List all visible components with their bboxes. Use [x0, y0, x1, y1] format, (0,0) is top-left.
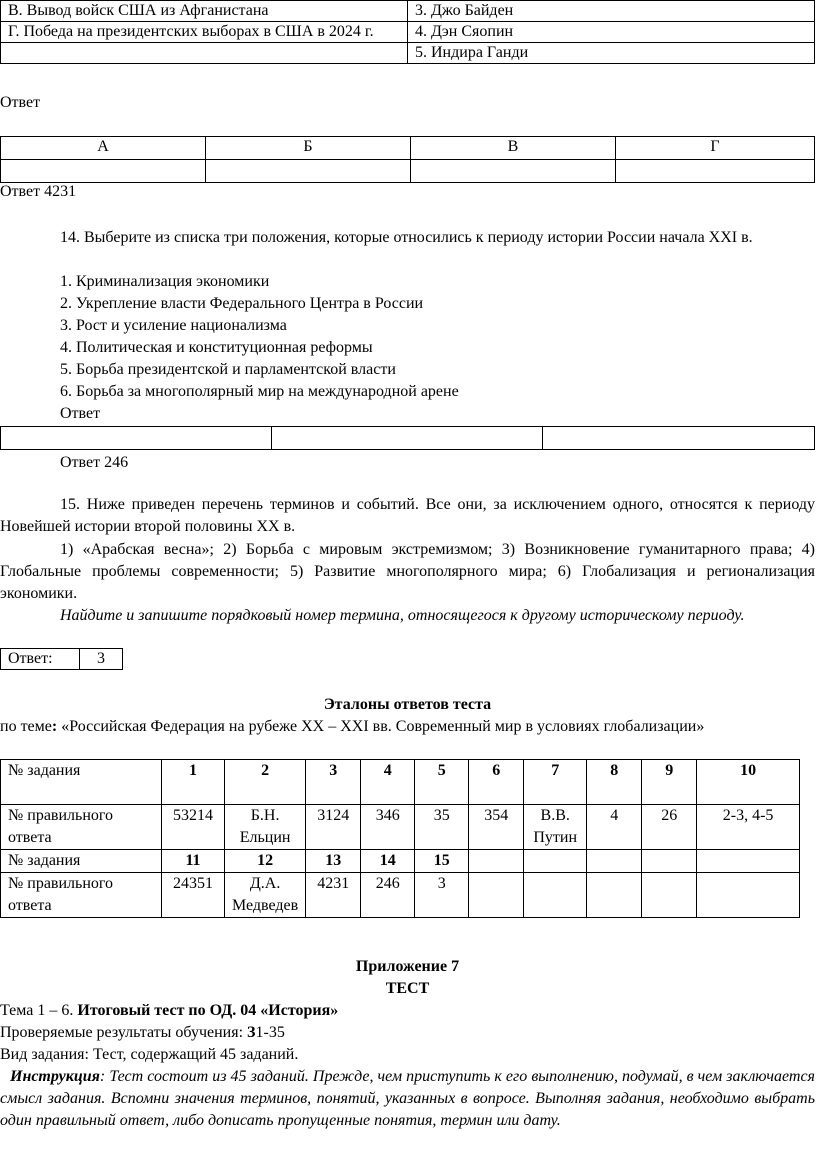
- q15-answer-box: [0, 648, 123, 670]
- answer-cell[interactable]: [206, 160, 411, 183]
- list-item: 4. Политическая и конституционная реформы: [60, 339, 373, 356]
- q15-list: 1) «Арабская весна»; 2) Борьба с мировым экстремизмом; 3) Возникновение гуманитарного права; 4) Глобальные проблемы современности; 5) Развитие многополярного мира; 6) Глобализация и регионализация экономики.: [0, 541, 815, 602]
- answer-value: 2-3, 4-5: [697, 805, 800, 850]
- task-number: 5: [415, 760, 469, 805]
- appendix-title: Приложение 7: [355, 958, 460, 975]
- table-row: [1, 873, 800, 918]
- task-number: 14: [361, 850, 415, 873]
- task-number: 1: [162, 760, 225, 805]
- matching-table: [0, 0, 815, 64]
- letters-answer-table: [0, 136, 815, 183]
- task-number: 11: [162, 850, 225, 873]
- answer-label: Ответ:: [1, 649, 80, 670]
- appendix-task-type: Вид задания: Тест, содержащий 45 заданий.: [0, 1046, 299, 1063]
- table-row: [1, 850, 800, 873]
- letter-header: Б: [206, 137, 411, 160]
- list-item: 6. Борьба за многополярный мир на международной арене: [60, 383, 459, 400]
- letter-header: Г: [616, 137, 815, 160]
- q14-text: 14. Выберите из списка три положения, которые относились к периоду истории России начала XXI в.: [60, 229, 753, 246]
- results-prefix: Проверяемые результаты обучения:: [0, 1024, 248, 1041]
- answer-value: 3: [415, 873, 469, 918]
- table-row: [1, 137, 815, 160]
- task-number: 4: [361, 760, 415, 805]
- list-item: 3. Рост и усиление национализма: [60, 317, 287, 334]
- results-range: 1-35: [255, 1024, 285, 1041]
- answer-cell[interactable]: [411, 160, 616, 183]
- letter-header: В: [411, 137, 616, 160]
- task-number: 7: [524, 760, 587, 805]
- task-number: 12: [225, 850, 306, 873]
- match-cell: 5. Индира Ганди: [408, 43, 815, 64]
- list-item: 1. Криминализация экономики: [60, 273, 270, 290]
- answer-value: 4: [587, 805, 642, 850]
- instruction-label: Инструкция: [10, 1068, 100, 1085]
- row-label: № правильного ответа: [1, 805, 162, 850]
- match-cell: В. Вывод войск США из Афганистана: [1, 1, 408, 22]
- answer-value: 346: [361, 805, 415, 850]
- list-item: 2. Укрепление власти Федерального Центра в России: [60, 295, 424, 312]
- task-number: 2: [225, 760, 306, 805]
- q15-text: 15. Ниже приведен перечень терминов и событий. Все они, за исключением одного, относятся к периоду Новейшей истории второй половины XX в.: [0, 496, 815, 535]
- task-number: 9: [642, 760, 697, 805]
- task-number: 13: [306, 850, 361, 873]
- answer-value: 26: [642, 805, 697, 850]
- letter-header: А: [1, 137, 206, 160]
- task-number: [697, 850, 800, 873]
- table-row: [1, 43, 815, 64]
- list-item: 5. Борьба президентской и парламентской власти: [60, 361, 396, 378]
- appendix-results: [0, 1022, 815, 1044]
- instruction-text: : Тест состоит из 45 заданий. Прежде, чем приступить к его выполнению, подумай, в чем заключается смысл задания. Вспомни значения терминов, понятий, указанных в вопросе. Выполняя задания, необходимо выбрать один правильный ответ, либо дописать пропущенные понятия, термин или дату.: [0, 1068, 815, 1129]
- task-number: 3: [306, 760, 361, 805]
- table-row: [1, 649, 123, 670]
- answer-value: [642, 873, 697, 918]
- keys-title: Эталоны ответов теста: [323, 696, 492, 713]
- answer-value: [587, 873, 642, 918]
- task-number: 10: [697, 760, 800, 805]
- match-cell: 3. Джо Байден: [408, 1, 815, 22]
- q14-answer: Ответ 246: [60, 454, 129, 471]
- appendix-topic: [0, 1000, 815, 1022]
- answer-cell[interactable]: [1, 427, 272, 450]
- keys-topic: [0, 716, 815, 738]
- topic-colon: :: [51, 718, 58, 735]
- topic-title: Итоговый тест по ОД. 04 «История»: [77, 1002, 339, 1019]
- answer-keys-table: [0, 759, 800, 918]
- q13-answer: Ответ 4231: [0, 183, 77, 200]
- answer-value: [524, 873, 587, 918]
- answer-cell[interactable]: [543, 427, 815, 450]
- row-label: № задания: [1, 760, 162, 805]
- results-code: З: [247, 1024, 256, 1041]
- answer-value: 35: [415, 805, 469, 850]
- answer-value: 3124: [306, 805, 361, 850]
- q14-options: [60, 271, 810, 425]
- table-row: [1, 22, 815, 43]
- q14-answer-table: [0, 426, 815, 450]
- row-label: № задания: [1, 850, 162, 873]
- answer-value: 246: [361, 873, 415, 918]
- answer-value: Д.А. Медведев: [225, 873, 306, 918]
- task-number: [587, 850, 642, 873]
- answer-value: [469, 873, 524, 918]
- answer-value: 4231: [306, 873, 361, 918]
- match-cell: Г. Победа на президентских выборах в США в 2024 г.: [1, 22, 408, 43]
- answer-value: Б.Н. Ельцин: [225, 805, 306, 850]
- task-number: [642, 850, 697, 873]
- table-row: [1, 805, 800, 850]
- task-number: [524, 850, 587, 873]
- table-row: [1, 760, 800, 805]
- table-row: [1, 160, 815, 183]
- answer-label: Ответ: [60, 405, 101, 422]
- answer-cell[interactable]: [272, 427, 543, 450]
- topic-text: «Российская Федерация на рубеже XX – XXI вв. Современный мир в условиях глобализации»: [57, 718, 705, 735]
- table-row: [1, 427, 815, 450]
- task-number: 15: [415, 850, 469, 873]
- topic-prefix: по теме: [0, 718, 52, 735]
- match-cell: [1, 43, 408, 64]
- topic-prefix: Тема 1 – 6.: [0, 1002, 78, 1019]
- match-cell: 4. Дэн Сяопин: [408, 22, 815, 43]
- task-number: [469, 850, 524, 873]
- answer-value: [697, 873, 800, 918]
- answer-value: 24351: [162, 873, 225, 918]
- task-number: 8: [587, 760, 642, 805]
- table-row: [1, 1, 815, 22]
- answer-value: В.В. Путин: [524, 805, 587, 850]
- task-number: 6: [469, 760, 524, 805]
- row-label: № правильного ответа: [1, 873, 162, 918]
- answer-label: Ответ: [0, 94, 41, 111]
- answer-value[interactable]: 3: [80, 649, 123, 670]
- answer-cell[interactable]: [616, 160, 815, 183]
- answer-value: 354: [469, 805, 524, 850]
- appendix-instruction: [0, 1066, 815, 1132]
- answer-value: 53214: [162, 805, 225, 850]
- appendix-subtitle: ТЕСТ: [385, 980, 430, 997]
- q15-instruction: Найдите и запишите порядковый номер термина, относящегося к другому историческому периоду.: [60, 607, 745, 624]
- answer-cell[interactable]: [1, 160, 206, 183]
